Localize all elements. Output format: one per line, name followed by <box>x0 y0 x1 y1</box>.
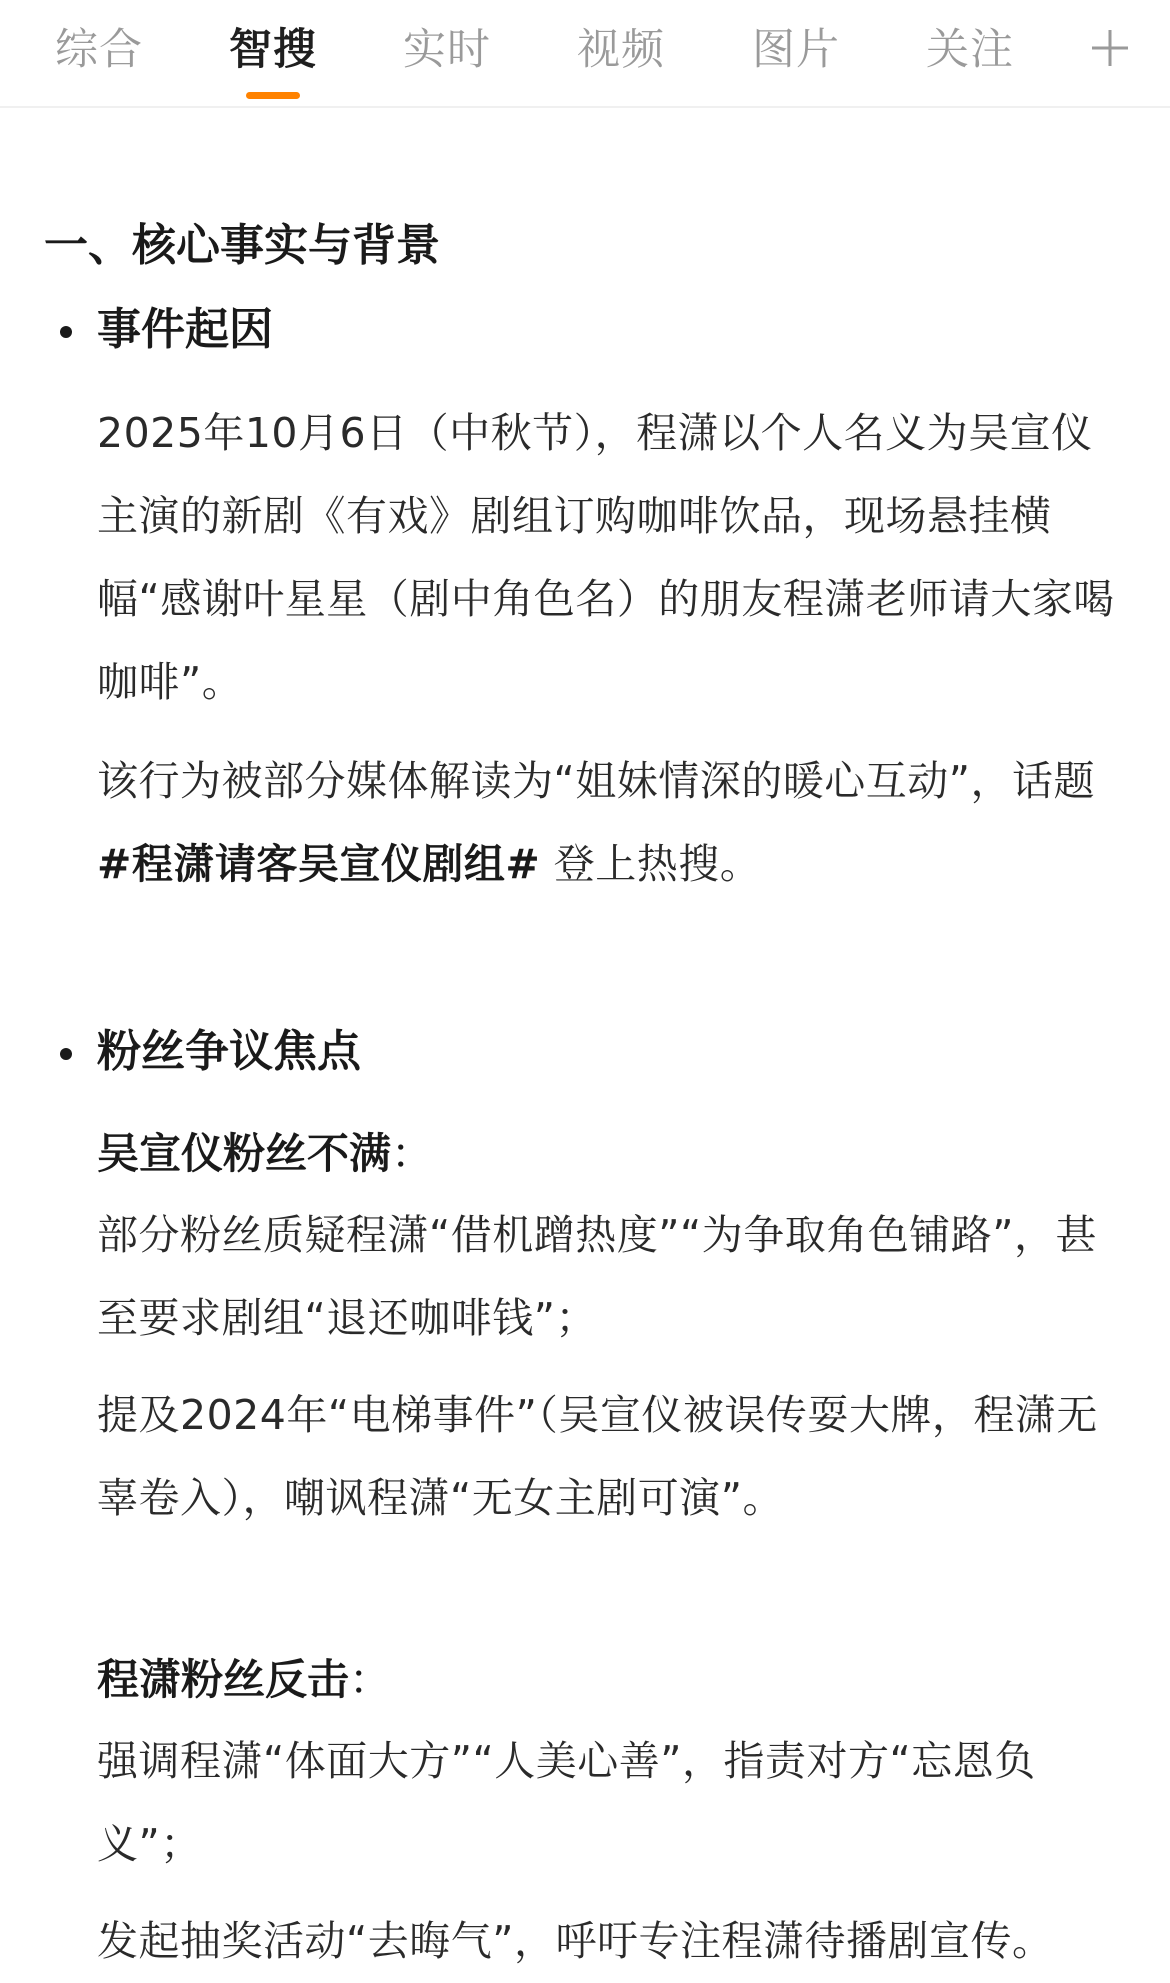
paragraph-cheng-1: 强调程潇“体面大方”“人美心善”，指责对方“忘恩负义”； <box>97 1737 1036 1868</box>
subheading-wu-fans <box>97 1124 433 1184</box>
tab-images[interactable]: 图片 <box>752 25 840 75</box>
subheading-cheng-fans <box>97 1650 391 1710</box>
paragraph-wu-2: 提及2024年“电梯事件”（吴宣仪被误传耍大牌，程潇无辜卷入），嘲讽程潇“无女主剧可演”。 <box>97 1391 1098 1522</box>
heading-controversy: 粉丝争议焦点 <box>97 1026 361 1077</box>
paragraph-cause-2 <box>97 740 1117 906</box>
plus-icon[interactable] <box>1088 18 1132 78</box>
bullet-dot <box>60 326 72 338</box>
section-title: 一、核心事实与背景 <box>44 220 440 271</box>
subheading-colon: ： <box>349 1655 392 1704</box>
tab-following[interactable]: 关注 <box>926 25 1014 75</box>
tab-realtime[interactable]: 实时 <box>403 25 491 75</box>
tab-smart-search[interactable]: 智搜 <box>229 25 317 75</box>
paragraph-cheng-2: 发起抽奖活动“去晦气”，呼吁专注程潇待播剧宣传。 <box>97 1917 1054 1965</box>
paragraph-cause-2-text: 该行为被部分媒体解读为“姐妹情深的暖心互动”，话题 <box>97 757 1095 805</box>
subheading-colon: ： <box>391 1129 434 1178</box>
bullet-dot <box>60 1048 72 1060</box>
paragraph-wu-1: 部分粉丝质疑程潇“借机蹭热度”“为争取角色铺路”，甚至要求剧组“退还咖啡钱”； <box>97 1211 1097 1342</box>
subheading-wu-fans-label: 吴宣仪粉丝不满 <box>97 1129 392 1178</box>
hashtag-topic[interactable]: #程潇请客吴宣仪剧组# <box>97 840 541 888</box>
top-tab-bar <box>0 0 1170 108</box>
paragraph-cause-2-tail: 登上热搜。 <box>540 840 762 888</box>
subheading-cheng-fans-label: 程潇粉丝反击 <box>97 1655 350 1704</box>
tab-comprehensive[interactable]: 综合 <box>55 25 143 75</box>
heading-cause: 事件起因 <box>97 304 273 355</box>
paragraph-cause-1: 2025年10月6日（中秋节），程潇以个人名义为吴宣仪主演的新剧《有戏》剧组订购咖啡饮品，现场悬挂横幅“感谢叶星星（剧中角色名）的朋友程潇老师请大家喝咖啡”。 <box>97 409 1115 706</box>
tab-video[interactable]: 视频 <box>577 25 665 75</box>
active-tab-indicator <box>246 92 300 99</box>
